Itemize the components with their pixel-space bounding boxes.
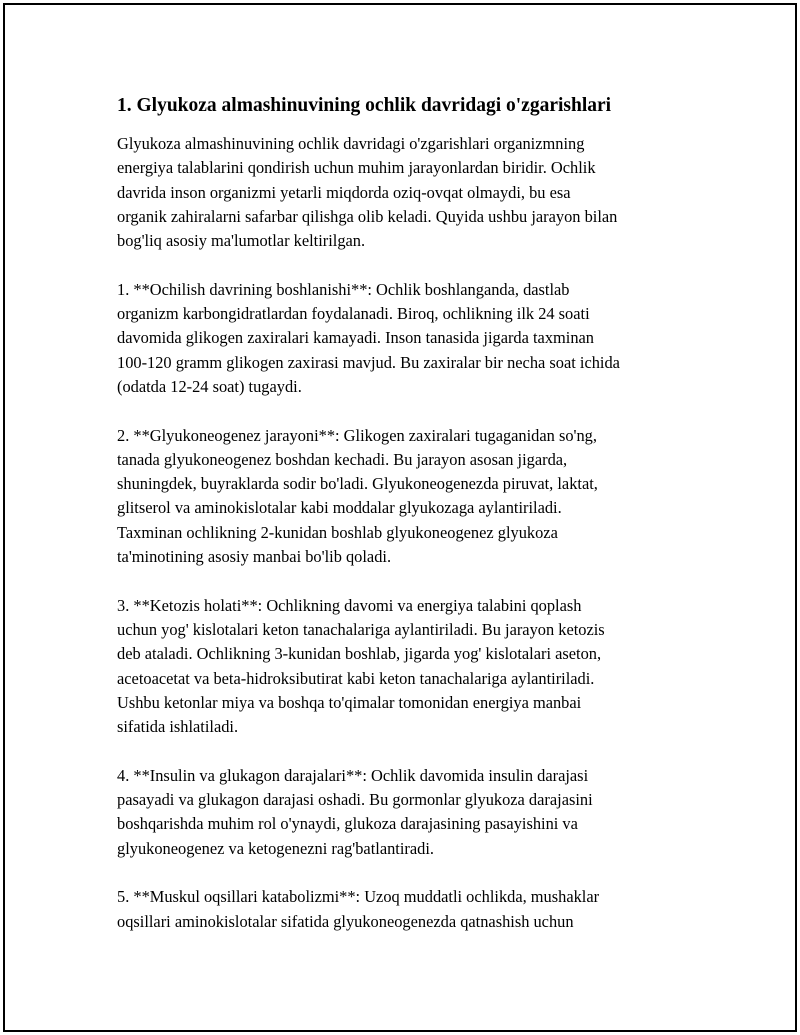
paragraph-line: 5. **Muskul oqsillari katabolizmi**: Uzoq muddatli ochlikda, mushaklar bbox=[117, 887, 600, 907]
list-item-2-paragraph bbox=[117, 424, 687, 570]
paragraph-line: sifatida ishlatiladi. bbox=[117, 717, 239, 737]
paragraph-line: organik zahiralarni safarbar qilishga olib keladi. Quyida ushbu jarayon bilan bbox=[117, 206, 618, 226]
paragraph-line: Taxminan ochlikning 2-kunidan boshlab glyukoneogenez glyukoza bbox=[117, 522, 558, 542]
paragraph-line: Ushbu ketonlar miya va boshqa to'qimalar tomonidan energiya manbai bbox=[117, 692, 582, 712]
paragraph-line: Glyukoza almashinuvining ochlik davridagi o'zgarishlari organizmning bbox=[117, 134, 585, 153]
paragraph-line: pasayadi va glukagon darajasi oshadi. Bu gormonlar glyukoza darajasini bbox=[117, 790, 593, 810]
paragraph-line: 2. **Glyukoneogenez jarayoni**: Glikogen zaxiralari tugaganidan so'ng, bbox=[117, 425, 597, 445]
paragraph-line: oqsillari aminokislotalar sifatida glyukoneogenezda qatnashish uchun bbox=[117, 911, 574, 931]
list-item-3-paragraph bbox=[117, 594, 687, 740]
list-item-5-paragraph bbox=[117, 885, 687, 934]
document-body bbox=[117, 94, 687, 958]
list-item-4-paragraph bbox=[117, 764, 687, 861]
intro-paragraph bbox=[117, 132, 687, 253]
paragraph-line: organizm karbongidratlardan foydalanadi. Biroq, ochlikning ilk 24 soati bbox=[117, 304, 590, 324]
paragraph-line: glyukoneogenez va ketogenezni rag'batlantiradi. bbox=[117, 838, 434, 858]
paragraph-line: davomida glikogen zaxiralari kamayadi. Inson tanasida jigarda taxminan bbox=[117, 328, 594, 348]
paragraph-line: davrida inson organizmi yetarli miqdorda oziq-ovqat olmaydi, bu esa bbox=[117, 182, 571, 202]
paragraph-line: (odatda 12-24 soat) tugaydi. bbox=[117, 376, 302, 396]
paragraph-line: energiya talablarini qondirish uchun muhim jarayonlardan biridir. Ochlik bbox=[117, 158, 596, 178]
paragraph-line: 4. **Insulin va glukagon darajalari**: Ochlik davomida insulin darajasi bbox=[117, 765, 589, 785]
paragraph-line: glitserol va aminokislotalar kabi moddalar glyukozaga aylantiriladi. bbox=[117, 498, 562, 518]
paragraph-line: deb ataladi. Ochlikning 3-kunidan boshlab, jigarda yog' kislotalari aseton, bbox=[117, 644, 602, 664]
paragraph-line: 1. **Ochilish davrining boshlanishi**: Ochlik boshlanganda, dastlab bbox=[117, 279, 570, 299]
paragraph-line: boshqarishda muhim rol o'ynaydi, glukoza darajasining pasayishini va bbox=[117, 814, 578, 834]
paragraph-line: bog'liq asosiy ma'lumotlar keltirilgan. bbox=[117, 231, 366, 251]
paragraph-line: 100-120 gramm glikogen zaxirasi mavjud. Bu zaxiralar bir necha soat ichida bbox=[117, 352, 620, 372]
document-title: 1. Glyukoza almashinuvining ochlik davridagi o'zgarishlari bbox=[117, 95, 612, 116]
paragraph-line: acetoacetat va beta-hidroksibutirat kabi keton tanachalariga aylantiriladi. bbox=[117, 668, 595, 688]
paragraph-line: ta'minotining asosiy manbai bo'lib qoladi. bbox=[117, 547, 392, 567]
paragraph-line: uchun yog' kislotalari keton tanachalariga aylantiriladi. Bu jarayon ketozis bbox=[117, 619, 605, 639]
paragraph-line: 3. **Ketozis holati**: Ochlikning davomi va energiya talabini qoplash bbox=[117, 595, 582, 615]
paragraph-line: shuningdek, buyraklarda sodir bo'ladi. Glyukoneogenezda piruvat, laktat, bbox=[117, 474, 598, 494]
paragraph-line: tanada glyukoneogenez boshdan kechadi. Bu jarayon asosan jigarda, bbox=[117, 449, 568, 469]
list-item-1-paragraph bbox=[117, 278, 687, 399]
